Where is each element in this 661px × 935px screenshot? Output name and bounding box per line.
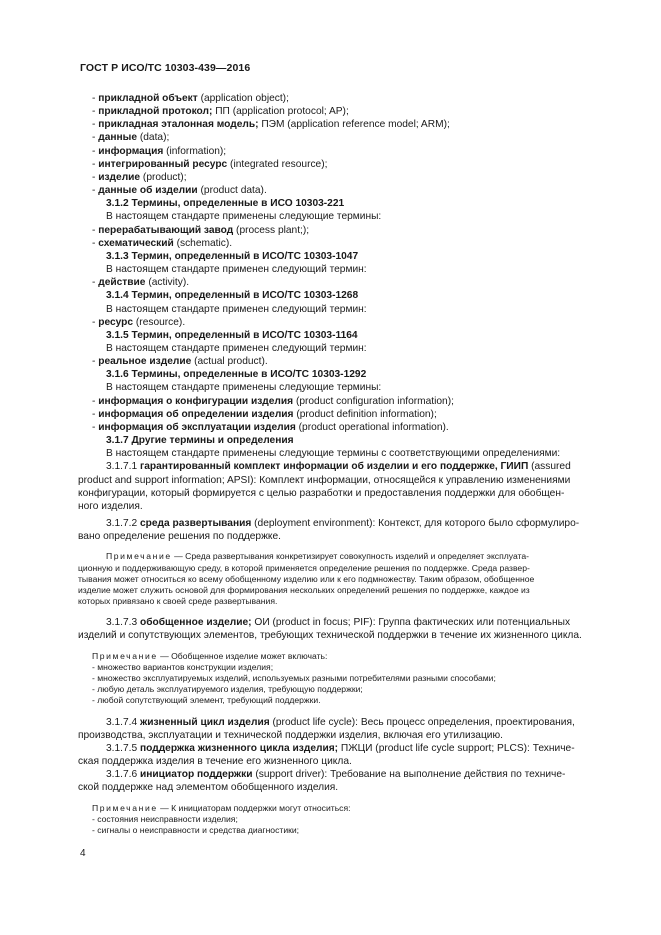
- list-item: - данные (data);: [92, 132, 170, 144]
- list-item: - информация (information);: [92, 145, 227, 157]
- section-heading-3-1-7: 3.1.7 Другие термины и определения: [106, 435, 294, 447]
- section-intro: В настоящем стандарте применен следующий термин:: [106, 264, 367, 276]
- page-number: 4: [80, 848, 86, 859]
- section-intro: В настоящем стандарте применены следующие термины:: [106, 382, 382, 394]
- list-item: - прикладной протокол; ПП (application protocol; AP);: [92, 106, 349, 118]
- note-support-driver: Примечание — К инициаторам поддержки могут относиться: - состояния неисправности изделия; - сигналы о неисправности и средства диагностики;: [92, 802, 351, 835]
- section-heading-3-1-2: 3.1.2 Термины, определенные в ИСО 10303-221: [106, 198, 345, 210]
- list-item: - интегрированный ресурс (integrated resource);: [92, 158, 328, 170]
- list-item: - схематический (schematic).: [92, 237, 233, 249]
- page-content: [78, 92, 590, 836]
- list-item: - данные об изделии (product data).: [92, 185, 267, 197]
- section-intro: В настоящем стандарте применены следующие термины:: [106, 211, 382, 223]
- definition-3-1-7-3: 3.1.7.3 обобщенное изделие; ОИ (product in focus; PIF): Группа фактических или потенциальных изделий и сопутствующих элементов, требующих технической поддержки в течение их жизненного цикла.: [78, 617, 582, 642]
- page-header-title: ГОСТ Р ИСО/ТС 10303-439—2016: [80, 62, 251, 74]
- definition-3-1-7-5: 3.1.7.5 поддержка жизненного цикла изделия; ПЖЦИ (product life cycle support; PLCS): Техниче- ская поддержка изделия в течение его жизненного цикла.: [78, 742, 575, 768]
- section-heading-3-1-5: 3.1.5 Термин, определенный в ИСО/ТС 10303-1164: [106, 329, 358, 341]
- list-item: - информация о конфигурации изделия (product configuration information);: [92, 395, 454, 407]
- list-item: - прикладной объект (application object);: [92, 93, 289, 104]
- definition-3-1-7-6: 3.1.7.6 инициатор поддержки (support driver): Требование на выполнение действия по техниче- ской поддержке над элементом обобщенного изделия.: [78, 769, 566, 794]
- definition-3-1-7-4: 3.1.7.4 жизненный цикл изделия (product life cycle): Весь процесс определения, проектирования, производства, эксплуатации и технической поддержки изделия, включая его утилизацию.: [78, 716, 575, 741]
- list-item: - ресурс (resource).: [92, 316, 186, 328]
- section-intro: В настоящем стандарте применен следующий термин:: [106, 342, 367, 354]
- list-item: - действие (activity).: [92, 277, 190, 289]
- note-product-in-focus: Примечание — Обобщенное изделие может включать: - множество вариантов конструкции изделия; - множество эксплуатируемых изделий, используемых разными потребителями разными способами; - любую деталь эксплуатируемого изделия, требующую поддержки; - любой сопутствующий элемент, требующий поддержки.: [92, 650, 496, 706]
- section-heading-3-1-4: 3.1.4 Термин, определенный в ИСО/ТС 10303-1268: [106, 290, 359, 302]
- section-intro: В настоящем стандарте применен следующий термин:: [106, 303, 367, 315]
- list-item: - информация об определении изделия (product definition information);: [92, 408, 437, 420]
- list-item: - реальное изделие (actual product).: [92, 356, 268, 368]
- list-item: - прикладная эталонная модель; ПЭМ (application reference model; ARM);: [92, 119, 450, 131]
- list-item: - перерабатывающий завод (process plant;);: [92, 224, 310, 236]
- note-deployment-environment: Примечание — Среда развертывания конкретизирует совокупность изделий и определяет эксплуата- ционную и поддерживающую среду, в которой применяется определение решения по поддержке. Среда развер- тывания может относиться ко всему обобщенному изделию или к его подмножеству. Таким образом, обобщенное изделие может служить основой для формирования нескольких определений решения по поддержке, каждое из которых привязано к своей среде развертывания.: [78, 551, 535, 607]
- list-item: - изделие (product);: [92, 171, 187, 183]
- list-item: - информация об эксплуатации изделия (product operational information).: [92, 421, 449, 433]
- section-heading-3-1-6: 3.1.6 Термины, определенные в ИСО/ТС 10303-1292: [106, 369, 367, 381]
- definition-3-1-7-1: 3.1.7.1 гарантированный комплект информации об изделии и его поддержке, ГИИП (assured product and support information; APSI): Комплект информации, относящейся к управлению изменениями конфигурации, который формируется с целью разработки и предоставления поддержки для обобщен- ного изделия.: [78, 461, 571, 512]
- term-list: [92, 92, 590, 197]
- definition-3-1-7-2: 3.1.7.2 среда развертывания (deployment environment): Контекст, для которого было сформулиро- вано определение решения по поддержке.: [78, 518, 580, 543]
- section-heading-3-1-3: 3.1.3 Термин, определенный в ИСО/ТС 10303-1047: [106, 250, 359, 262]
- section-intro: В настоящем стандарте применены следующие термины с соответствующими определениями:: [106, 448, 561, 460]
